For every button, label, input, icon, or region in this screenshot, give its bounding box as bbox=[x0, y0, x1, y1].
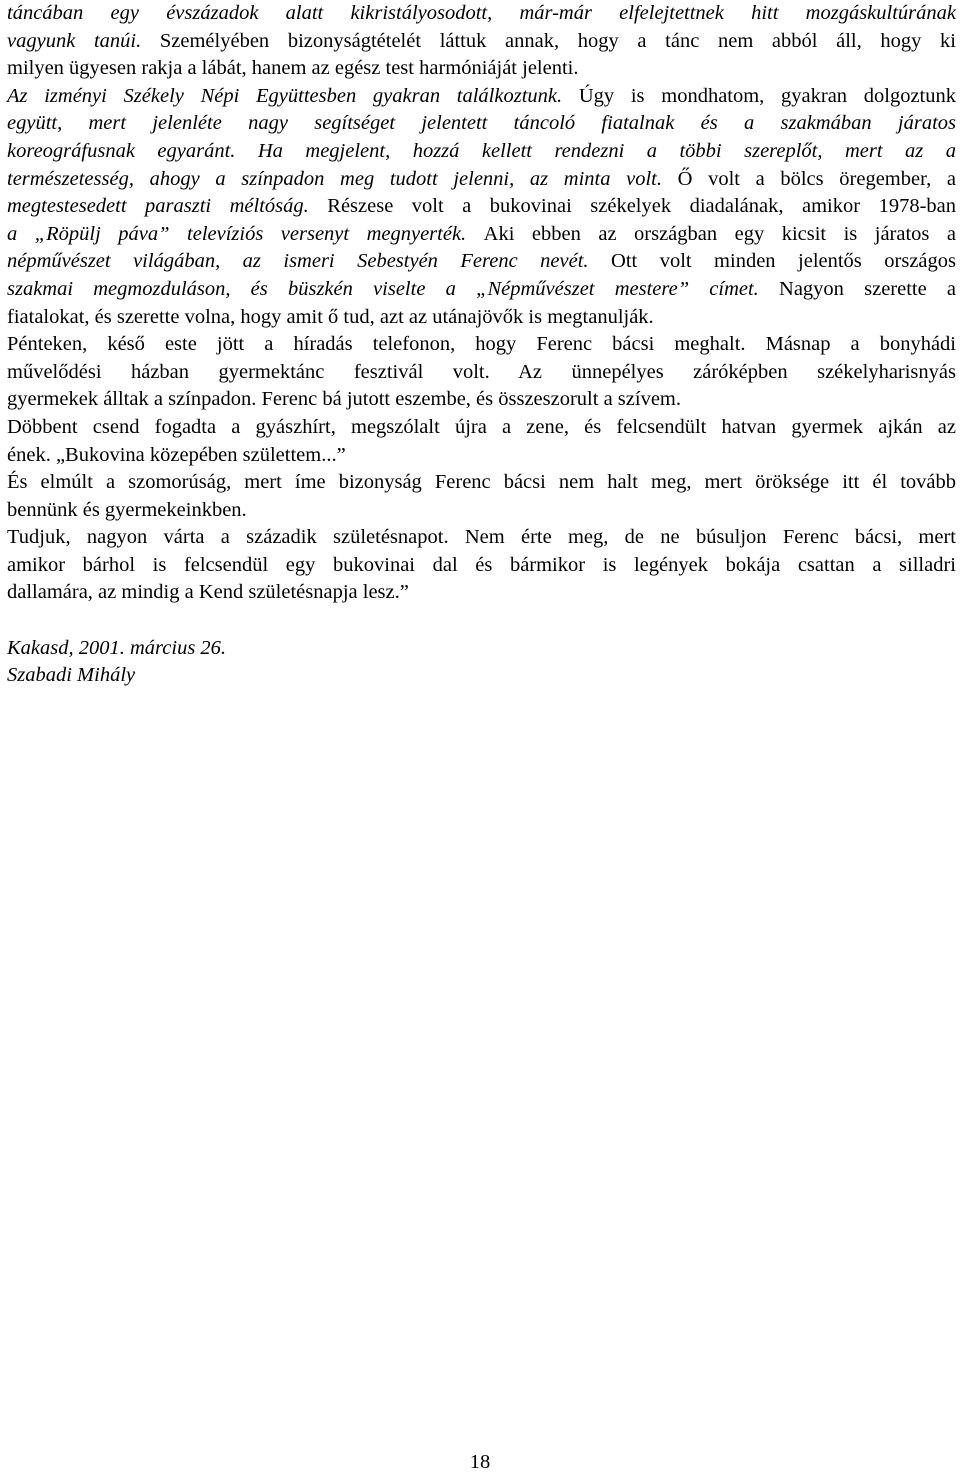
text-segment: fiatalokat, és szerette volna, hogy amit ő tud, azt az utánajövők is megtanulják. bbox=[7, 305, 654, 328]
text-segment: ének. „Bukovina közepében születtem...” bbox=[7, 443, 346, 466]
text-line bbox=[7, 331, 956, 359]
page-number: 18 bbox=[469, 1451, 491, 1473]
text-segment: Ha megjelent, hozzá kellett rendezni a többi szereplőt, mert az a bbox=[257, 139, 956, 162]
text-segment: Úgy is mondhatom, gyakran dolgoztunk bbox=[578, 84, 956, 107]
signature-author: Szabadi Mihály bbox=[7, 664, 136, 687]
text-segment: Döbbent csend fogadta a gyászhírt, megszólalt újra a zene, és felcsendült hatvan gyermek ajkán az bbox=[7, 415, 956, 438]
text-segment: bennünk és gyermekeinkben. bbox=[7, 498, 247, 521]
text-line bbox=[7, 248, 956, 276]
text-segment: Aki ebben az országban egy kicsit is járatos a bbox=[483, 222, 956, 245]
text-line bbox=[7, 414, 956, 442]
text-segment: Az izményi Székely Népi Együttesben gyakran találkoztunk. bbox=[7, 84, 579, 107]
text-segment: együtt, mert jelenléte nagy segítséget jelentett táncoló fiatalnak és a szakmában járatos bbox=[7, 112, 956, 135]
text-line bbox=[7, 83, 956, 111]
body-text bbox=[7, 0, 956, 607]
text-segment: vagyunk tanúi. bbox=[7, 29, 160, 52]
text-segment: Részese volt a bukovinai székelyek diadalának, amikor 1978-ban bbox=[327, 195, 956, 218]
text-line bbox=[7, 497, 956, 525]
text-segment: Tudjuk, nagyon várta a századik születésnapot. Nem érte meg, de ne búsuljon Ferenc bácsi, mert bbox=[7, 526, 956, 549]
text-line bbox=[7, 193, 956, 221]
text-line bbox=[7, 138, 956, 166]
text-line bbox=[7, 386, 956, 414]
text-line bbox=[7, 110, 956, 138]
text-segment: gyermekek álltak a színpadon. Ferenc bá jutott eszembe, és összeszorult a szívem. bbox=[7, 388, 681, 411]
text-segment: Személyében bizonyságtételét láttuk annak, hogy a tánc nem abból áll, hogy ki bbox=[159, 29, 956, 52]
text-line bbox=[7, 304, 956, 332]
text-segment: Ott volt minden jelentős országos bbox=[611, 250, 956, 273]
text-line bbox=[7, 359, 956, 387]
text-segment: Másnap a bonyhádi bbox=[765, 333, 957, 356]
text-segment: szakmai megmozduláson, és büszkén viselte a „Népművészet mestere” címet. bbox=[7, 277, 780, 300]
text-line bbox=[7, 442, 956, 470]
text-line bbox=[7, 221, 956, 249]
text-line bbox=[7, 579, 956, 607]
text-segment: megtestesedett paraszti méltóság. bbox=[7, 195, 328, 218]
text-segment: milyen ügyesen rakja a lábát, hanem az egész test harmóniáját jelenti. bbox=[7, 57, 579, 80]
text-line bbox=[7, 524, 956, 552]
text-segment: természetesség, ahogy a színpadon meg tudott jelenni, az minta volt. bbox=[7, 167, 678, 190]
text-line bbox=[7, 552, 956, 580]
text-segment: művelődési házban gyermektánc fesztivál volt. bbox=[7, 360, 519, 383]
text-line bbox=[7, 28, 956, 56]
text-line bbox=[7, 166, 956, 194]
text-segment: Ő volt a bölcs öregember, a bbox=[677, 167, 956, 190]
text-segment: táncában egy évszázadok alatt kikristályosodott, már-már elfelejtettnek hitt mozgáskultúrának bbox=[7, 2, 956, 24]
text-segment: És elmúlt a szomorúság, mert íme bizonyság Ferenc bácsi nem halt meg, mert öröksége itt él tovább bbox=[7, 471, 956, 494]
text-line bbox=[7, 276, 956, 304]
text-segment: amikor bárhol is felcsendül egy bukovinai dal és bármikor is legények bokája csattan a silladri bbox=[7, 553, 956, 576]
text-segment: Az ünnepélyes záróképben székelyharisnyás bbox=[518, 360, 956, 383]
text-line bbox=[7, 55, 956, 83]
text-segment: dallamára, az mindig a Kend születésnapja lesz.” bbox=[7, 581, 409, 604]
text-segment: Pénteken, késő este jött a híradás telefonon, hogy Ferenc bácsi meghalt. bbox=[7, 333, 766, 356]
text-segment: népművészet világában, az ismeri Sebestyén Ferenc nevét. bbox=[7, 250, 612, 273]
document-page bbox=[7, 0, 956, 690]
text-segment: koreográfusnak egyaránt. bbox=[7, 139, 258, 162]
paragraph-gap bbox=[7, 607, 956, 635]
text-line bbox=[7, 0, 956, 28]
signature-place-date: Kakasd, 2001. március 26. bbox=[7, 636, 227, 659]
text-segment: a „Röpülj páva” televíziós versenyt megnyerték. bbox=[7, 222, 484, 245]
text-line bbox=[7, 469, 956, 497]
text-segment: Nagyon szerette a bbox=[779, 277, 957, 300]
